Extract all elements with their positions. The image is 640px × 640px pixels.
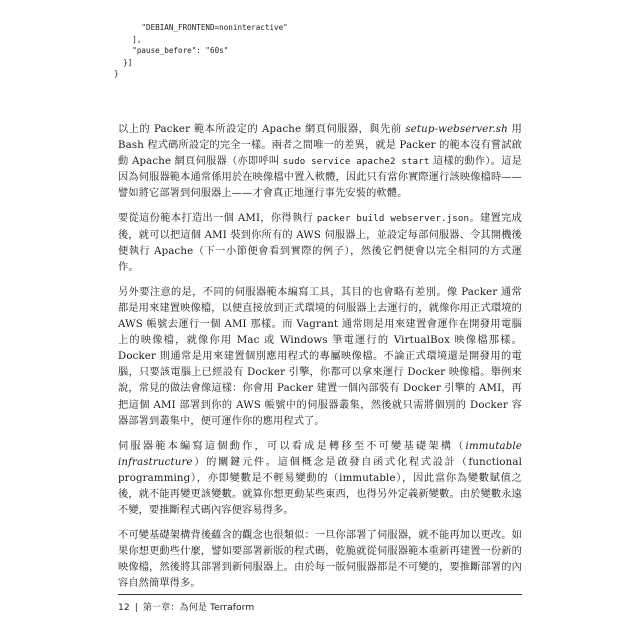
text-run: 不可變基礎架構背後蘊含的觀念也很類似：一旦你部署了伺服器，就不能再加以更改。如果你想更動些什麼，譬如要部署新版的程式碼，乾脆就從伺服器範本重新再建置一份新的映像檔，然後將其部署到新伺服器上。由於每一版伺服器都是不可變的，要推斷部署的內容自然簡單得多。 <box>118 530 522 590</box>
code-line: }] <box>114 57 133 67</box>
paragraph <box>118 211 522 275</box>
text-run: 這樣的動作）。這是因為伺服器範本通常係用於在映像檔中置入軟體，因此只有當你實際運行該映像檔時——譬如將它部署到伺服器上——才會真正地運行事先安裝的軟體。 <box>118 156 522 200</box>
code-line: } <box>114 69 119 79</box>
text-run: 。建置完成後，就可以把這個 AMI 裝到你所有的 AWS 伺服器上，並設定每部伺服器、令其開機後便執行 Apache（下一小節便會看到實際的例子），然後它們便會以完全相同的方式運作。 <box>118 213 523 273</box>
paragraph <box>118 528 522 592</box>
inline-code: packer build webserver.json <box>316 214 470 225</box>
italic-term: setup-webserver.sh <box>405 124 508 135</box>
page-footer <box>118 594 522 613</box>
text-run: 另外要注意的是，不同的伺服器範本編寫工具，其目的也會略有差別。像 Packer 通常都是用來建置映像檔，以便直接放到正式環境的伺服器上去運行的，就像你用正式環境的 AWS 帳號去運行一個 AMI 那樣。而 Vagrant 通常則是用來建置會運作在開發用電腦上的映像檔，就像你用 Mac 或 Windows 筆電運行的 VirtualBox 映像檔那樣。Docker 則通常是用來建置個別應用程式的專屬映像檔。不論正式環境還是開發用的電腦，只要該電腦上已經設有 Docker 引擎，你都可以拿來運行 Docker 映像檔。舉例來說，常見的做法會像這樣：你會用 Packer 建置一個內部裝有 Docker 引擎的 AMI，再把這個 AMI 部署到你的 AWS 帳號中的伺服器叢集，然後就只需將個別的 Docker 容器部署到叢集中，便可運作你的應用程式了。 <box>118 286 522 427</box>
italic-term: immutable infrastructure <box>118 440 522 468</box>
inline-code: sudo service apache2 start <box>282 157 430 168</box>
text-run: 要從這份範本打造出一個 AMI，你得執行 <box>118 213 317 225</box>
text-run: 用 Bash 程式碼所設定的完全一樣。兩者之間唯一的差異，就是 Packer 的範本沒有嘗試啟動 Apache 網頁伺服器（亦即呼叫 <box>118 124 522 168</box>
paragraph <box>118 122 522 202</box>
text-run: 伺服器範本編寫這個動作，可以看成是轉移至不可變基礎架構（ <box>118 440 466 452</box>
code-snippet <box>114 22 288 80</box>
paragraph <box>118 439 522 519</box>
code-line: ], <box>114 34 142 44</box>
page-number: 12 <box>118 602 130 613</box>
chapter-title: 第一章：為何是 Terraform <box>142 602 255 613</box>
body-text <box>118 122 522 602</box>
text-run: ）的關鍵元件。這個概念是啟發自函式化程式設計（functional programming），亦即變數是不輕易變動的（immutable），因此當你為變數賦值之後，就不能再變更該變數。就算你想更動某些東西，也得另外定義新變數。由於變數永遠不變，要推斷程式碼內容便容易得多。 <box>118 456 522 517</box>
paragraph <box>118 285 522 430</box>
code-line: "DEBIAN_FRONTEND=noninteractive" <box>114 23 288 32</box>
footer-separator: | <box>134 602 138 613</box>
text-run: 以上的 Packer 範本所設定的 Apache 網頁伺服器，與先前 <box>118 124 406 135</box>
code-line: "pause_before": "60s" <box>114 46 229 56</box>
